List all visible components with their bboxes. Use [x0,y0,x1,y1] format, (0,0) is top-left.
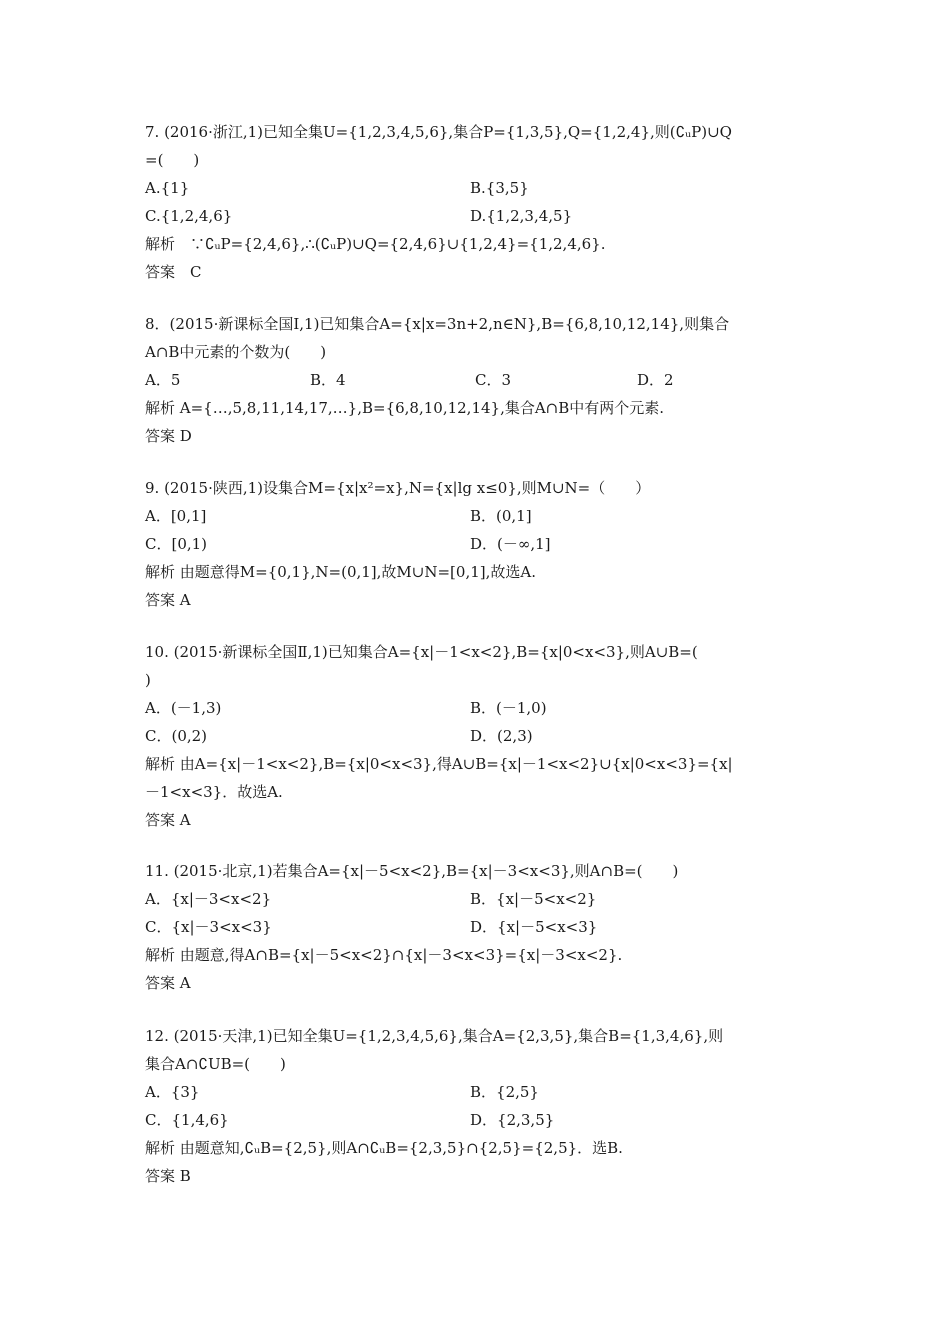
question-stem: 10. (2015·新课标全国Ⅱ,1)已知集合A={x|－1<x<2},B={x|0<x<3},则A∪B=( [145,643,698,661]
question-9 [145,474,810,614]
option-b: B．{x|－5<x<2} [470,890,597,908]
option-c: C．[0,1) [145,535,208,553]
question-10 [145,638,810,834]
analysis: 解析 由题意,得A∩B={x|－5<x<2}∩{x|－3<x<3}={x|－3<x<2}. [145,946,623,964]
option-b: B．4 [310,371,346,389]
option-a: A．{x|－3<x<2} [145,890,272,908]
option-c: C.{1,2,4,6} [145,207,233,225]
option-c: C．(0,2) [145,727,208,745]
analysis: －1<x<3}．故选A. [145,783,283,801]
option-c: C．{1,4,6} [145,1111,229,1129]
question-stem: 集合A∩∁UB=( ) [145,1055,286,1073]
options-row [145,722,810,750]
answer: 答案 D [145,427,192,445]
options-row [145,530,810,558]
analysis: 解析 ∵∁ᵤP={2,4,6},∴(∁ᵤP)∪Q={2,4,6}∪{1,2,4}={1,2,4,6}. [145,235,606,253]
options-row [145,885,810,913]
options-row [145,1106,810,1134]
option-a: A．(－1,3) [145,699,222,717]
option-d: D．2 [637,371,674,389]
question-stem: 11. (2015·北京,1)若集合A={x|－5<x<2},B={x|－3<x<3},则A∩B=( ) [145,862,679,880]
option-d: D．{x|－5<x<3} [470,918,598,936]
question-12 [145,1022,810,1190]
options-row [145,1078,810,1106]
option-a: A.{1} [145,179,190,197]
option-a: A．{3} [145,1083,200,1101]
question-stem: 7. (2016·浙江,1)已知全集U={1,2,3,4,5,6},集合P={1,3,5},Q={1,2,4},则(∁ᵤP)∪Q [145,123,732,141]
option-b: B．{2,5} [470,1083,539,1101]
option-d: D．{2,3,5} [470,1111,555,1129]
answer: 答案 A [145,811,191,829]
options-row [145,694,810,722]
answer: 答案 A [145,591,191,609]
question-stem: 8．(2015·新课标全国Ⅰ,1)已知集合A={x|x=3n+2,n∈N},B={6,8,10,12,14},则集合 [145,315,730,333]
options-row [145,913,810,941]
options-row [145,174,810,202]
option-d: D．(2,3) [470,727,533,745]
option-c: C．{x|－3<x<3} [145,918,272,936]
options-row [145,366,810,394]
question-stem: 9. (2015·陕西,1)设集合M={x|x²=x},N={x|lg x≤0},则M∪N=（ ） [145,479,651,497]
answer: 答案 B [145,1167,191,1185]
option-a: A．5 [145,371,181,389]
question-11 [145,857,810,997]
answer: 答案 C [145,263,202,281]
option-b: B.{3,5} [470,179,529,197]
option-c: C．3 [475,371,512,389]
option-d: D.{1,2,3,4,5} [470,207,573,225]
option-d: D．(－∞,1] [470,535,551,553]
question-stem: A∩B中元素的个数为( ) [145,343,327,361]
option-a: A．[0,1] [145,507,207,525]
analysis: 解析 由题意得M={0,1},N=(0,1],故M∪N=[0,1],故选A. [145,563,536,581]
option-b: B．(－1,0) [470,699,547,717]
options-row [145,502,810,530]
question-7 [145,118,810,286]
question-stem: 12. (2015·天津,1)已知全集U={1,2,3,4,5,6},集合A={2,3,5},集合B={1,3,4,6},则 [145,1027,724,1045]
answer: 答案 A [145,974,191,992]
question-8 [145,310,810,450]
analysis: 解析 由题意知,∁ᵤB={2,5},则A∩∁ᵤB={2,3,5}∩{2,5}={2,5}．选B. [145,1139,623,1157]
question-stem: =( ) [145,151,200,169]
analysis: 解析 由A={x|－1<x<2},B={x|0<x<3},得A∪B={x|－1<x<2}∪{x|0<x<3}={x| [145,755,733,773]
question-stem: ) [145,671,151,689]
options-row [145,202,810,230]
analysis: 解析 A={…,5,8,11,14,17,…},B={6,8,10,12,14},集合A∩B中有两个元素. [145,399,665,417]
option-b: B．(0,1] [470,507,532,525]
